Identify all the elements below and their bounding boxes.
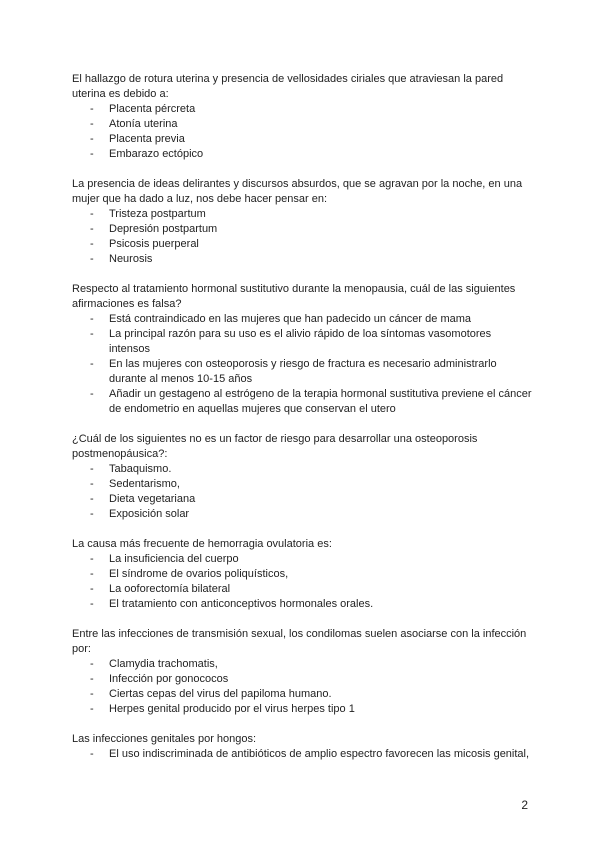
- option-item: [72, 657, 532, 672]
- option-text: Embarazo ectópico: [109, 148, 204, 160]
- option-item: [72, 597, 532, 612]
- options-list: [72, 207, 532, 267]
- question-text: El hallazgo de rotura uterina y presencia de vellosidades ciriales que atraviesan la pared uterina es debido a:: [72, 73, 504, 100]
- dash-bullet: -: [90, 568, 94, 580]
- dash-bullet: -: [90, 253, 94, 265]
- option-text: Exposición solar: [109, 508, 190, 520]
- option-item: [72, 492, 532, 507]
- dash-bullet: -: [90, 598, 94, 610]
- question-5: [72, 537, 532, 612]
- dash-bullet: -: [90, 658, 94, 670]
- dash-bullet: -: [90, 553, 94, 565]
- option-item: [72, 702, 532, 717]
- dash-bullet: -: [90, 358, 94, 370]
- question-text: Respecto al tratamiento hormonal sustitutivo durante la menopausia, cuál de las siguientes afirmaciones es falsa?: [72, 283, 516, 310]
- question-7: [72, 732, 532, 762]
- option-text: Clamydia trachomatis,: [109, 658, 218, 670]
- option-text: Herpes genital producido por el virus herpes tipo 1: [109, 703, 355, 715]
- dash-bullet: -: [90, 508, 94, 520]
- question-2: [72, 177, 532, 267]
- option-text: La insuficiencia del cuerpo: [109, 553, 239, 565]
- option-item: [72, 327, 532, 357]
- option-text: Tristeza postpartum: [109, 208, 206, 220]
- option-text: Placenta pércreta: [109, 103, 196, 115]
- options-list: [72, 312, 532, 417]
- question-text: Las infecciones genitales por hongos:: [72, 733, 257, 745]
- option-text: Ciertas cepas del virus del papiloma humano.: [109, 688, 332, 700]
- option-item: [72, 687, 532, 702]
- question-6: [72, 627, 532, 717]
- dash-bullet: -: [90, 133, 94, 145]
- option-item: [72, 147, 532, 162]
- option-text: La ooforectomía bilateral: [109, 583, 231, 595]
- option-item: [72, 102, 532, 117]
- option-item: [72, 747, 532, 762]
- option-item: [72, 117, 532, 132]
- page-number: 2: [521, 798, 528, 812]
- dash-bullet: -: [90, 583, 94, 595]
- option-item: [72, 462, 532, 477]
- option-item: [72, 132, 532, 147]
- option-item: [72, 357, 532, 387]
- option-text: Depresión postpartum: [109, 223, 218, 235]
- question-4: [72, 432, 532, 522]
- option-text: Infección por gonococos: [109, 673, 229, 685]
- dash-bullet: -: [90, 313, 94, 325]
- options-list: [72, 462, 532, 522]
- option-text: El tratamiento con anticonceptivos hormonales orales.: [109, 598, 374, 610]
- dash-bullet: -: [90, 103, 94, 115]
- option-item: [72, 567, 532, 582]
- option-text: La principal razón para su uso es el alivio rápido de loa síntomas vasomotores intensos: [109, 328, 492, 355]
- option-text: Neurosis: [109, 253, 153, 265]
- document-page: [72, 72, 532, 777]
- dash-bullet: -: [90, 748, 94, 760]
- options-list: [72, 747, 532, 762]
- dash-bullet: -: [90, 208, 94, 220]
- option-text: Tabaquismo.: [109, 463, 172, 475]
- option-text: Placenta previa: [109, 133, 185, 145]
- option-item: [72, 222, 532, 237]
- dash-bullet: -: [90, 673, 94, 685]
- option-item: [72, 507, 532, 522]
- option-text: Está contraindicado en las mujeres que han padecido un cáncer de mama: [109, 313, 472, 325]
- dash-bullet: -: [90, 703, 94, 715]
- option-item: [72, 672, 532, 687]
- question-text: ¿Cuál de los siguientes no es un factor de riesgo para desarrollar una osteoporosis postmenopáusica?:: [72, 433, 478, 460]
- dash-bullet: -: [90, 118, 94, 130]
- option-text: Añadir un gestageno al estrógeno de la terapia hormonal sustitutiva previene el cáncer de endometrio en aquellas mujeres que conservan el utero: [109, 388, 532, 415]
- option-item: [72, 312, 532, 327]
- option-text: El uso indiscriminada de antibióticos de amplio espectro favorecen las micosis genital,: [109, 748, 530, 760]
- dash-bullet: -: [90, 238, 94, 250]
- option-item: [72, 552, 532, 567]
- dash-bullet: -: [90, 478, 94, 490]
- option-text: Dieta vegetariana: [109, 493, 196, 505]
- option-text: En las mujeres con osteoporosis y riesgo de fractura es necesario administrarlo durante al menos 10-15 años: [109, 358, 497, 385]
- dash-bullet: -: [90, 493, 94, 505]
- question-1: [72, 72, 532, 162]
- dash-bullet: -: [90, 463, 94, 475]
- options-list: [72, 552, 532, 612]
- dash-bullet: -: [90, 223, 94, 235]
- options-list: [72, 102, 532, 162]
- option-text: El síndrome de ovarios poliquísticos,: [109, 568, 289, 580]
- dash-bullet: -: [90, 328, 94, 340]
- option-item: [72, 477, 532, 492]
- question-text: Entre las infecciones de transmisión sexual, los condilomas suelen asociarse con la infección por:: [72, 628, 527, 655]
- question-3: [72, 282, 532, 417]
- question-text: La causa más frecuente de hemorragia ovulatoria es:: [72, 538, 332, 550]
- option-item: [72, 252, 532, 267]
- options-list: [72, 657, 532, 717]
- option-text: Atonía uterina: [109, 118, 178, 130]
- option-text: Sedentarismo,: [109, 478, 180, 490]
- dash-bullet: -: [90, 688, 94, 700]
- question-text: La presencia de ideas delirantes y discursos absurdos, que se agravan por la noche, en una mujer que ha dado a luz, nos debe hacer pensar en:: [72, 178, 523, 205]
- option-item: [72, 387, 532, 417]
- option-text: Psicosis puerperal: [109, 238, 199, 250]
- dash-bullet: -: [90, 148, 94, 160]
- option-item: [72, 207, 532, 222]
- option-item: [72, 237, 532, 252]
- dash-bullet: -: [90, 388, 94, 400]
- option-item: [72, 582, 532, 597]
